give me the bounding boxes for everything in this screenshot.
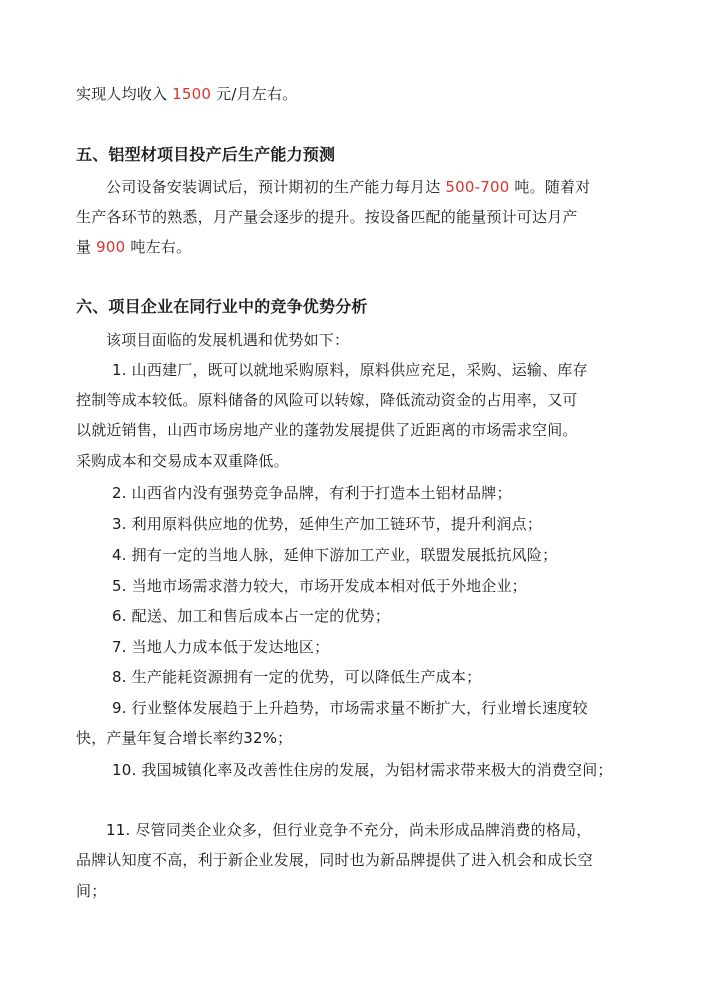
list-item-1-line4: 采购成本和交易成本双重降低。 bbox=[76, 452, 289, 470]
list-item-1-line3: 以就近销售，山西市场房地产业的蓬勃发展提供了近距离的市场需求空间。 bbox=[76, 421, 578, 439]
list-item-10: 10. 我国城镇化率及改善性住房的发展，为铝材需求带来极大的消费空间； bbox=[112, 761, 613, 779]
intro-line: 实现人均收入 1500 元/月左右。 bbox=[76, 85, 298, 103]
section5-para-line1: 公司设备安装调试后，预计期初的生产能力每月达 500-700 吨。随着对 bbox=[106, 178, 591, 196]
income-value: 1500 bbox=[172, 85, 212, 103]
list-item-1-line2: 控制等成本较低。原料储备的风险可以转嫁，降低流动资金的占用率，又可 bbox=[76, 391, 578, 409]
list-item-1-line1: 1. 山西建厂，既可以就地采购原料，原料供应充足，采购、运输、库存 bbox=[112, 361, 588, 379]
list-item-11-line3: 间； bbox=[76, 882, 107, 900]
section6-heading: 六、项目企业在同行业中的竞争优势分析 bbox=[76, 297, 368, 316]
list-item-3: 3. 利用原料供应地的优势，延伸生产加工链环节，提升利润点； bbox=[112, 515, 543, 533]
list-item-7: 7. 当地人力成本低于发达地区； bbox=[112, 638, 330, 656]
list-item-5: 5. 当地市场需求潜力较大，市场开发成本相对低于外地企业； bbox=[112, 577, 527, 595]
section5-heading: 五、铝型材项目投产后生产能力预测 bbox=[76, 145, 336, 164]
list-item-11-line2: 品牌认知度不高，利于新企业发展，同时也为新品牌提供了进入机会和成长空 bbox=[76, 851, 593, 869]
list-item-2: 2. 山西省内没有强势竞争品牌，有利于打造本土铝材品牌； bbox=[112, 484, 512, 502]
list-item-8: 8. 生产能耗资源拥有一定的优势，可以降低生产成本； bbox=[112, 668, 482, 686]
section6-intro: 该项目面临的发展机遇和优势如下： bbox=[106, 331, 350, 349]
list-item-11-line1: 11. 尽管同类企业众多，但行业竞争不充分，尚未形成品牌消费的格局， bbox=[106, 821, 592, 839]
section5-para-line2: 生产各环节的熟悉，月产量会逐步的提升。按设备匹配的能量预计可达月产 bbox=[76, 208, 578, 226]
list-item-4: 4. 拥有一定的当地人脉，延伸下游加工产业，联盟发展抵抗风险； bbox=[112, 546, 558, 564]
list-item-9-line2: 快，产量年复合增长率约32%； bbox=[76, 729, 293, 747]
capacity-range: 500-700 bbox=[445, 178, 510, 196]
list-item-9-line1: 9. 行业整体发展趋于上升趋势，市场需求量不断扩大，行业增长速度较 bbox=[112, 699, 588, 717]
list-item-6: 6. 配送、加工和售后成本占一定的优势； bbox=[112, 607, 391, 625]
capacity-target: 900 bbox=[96, 238, 126, 256]
section5-para-line3: 量 900 吨左右。 bbox=[76, 238, 192, 256]
